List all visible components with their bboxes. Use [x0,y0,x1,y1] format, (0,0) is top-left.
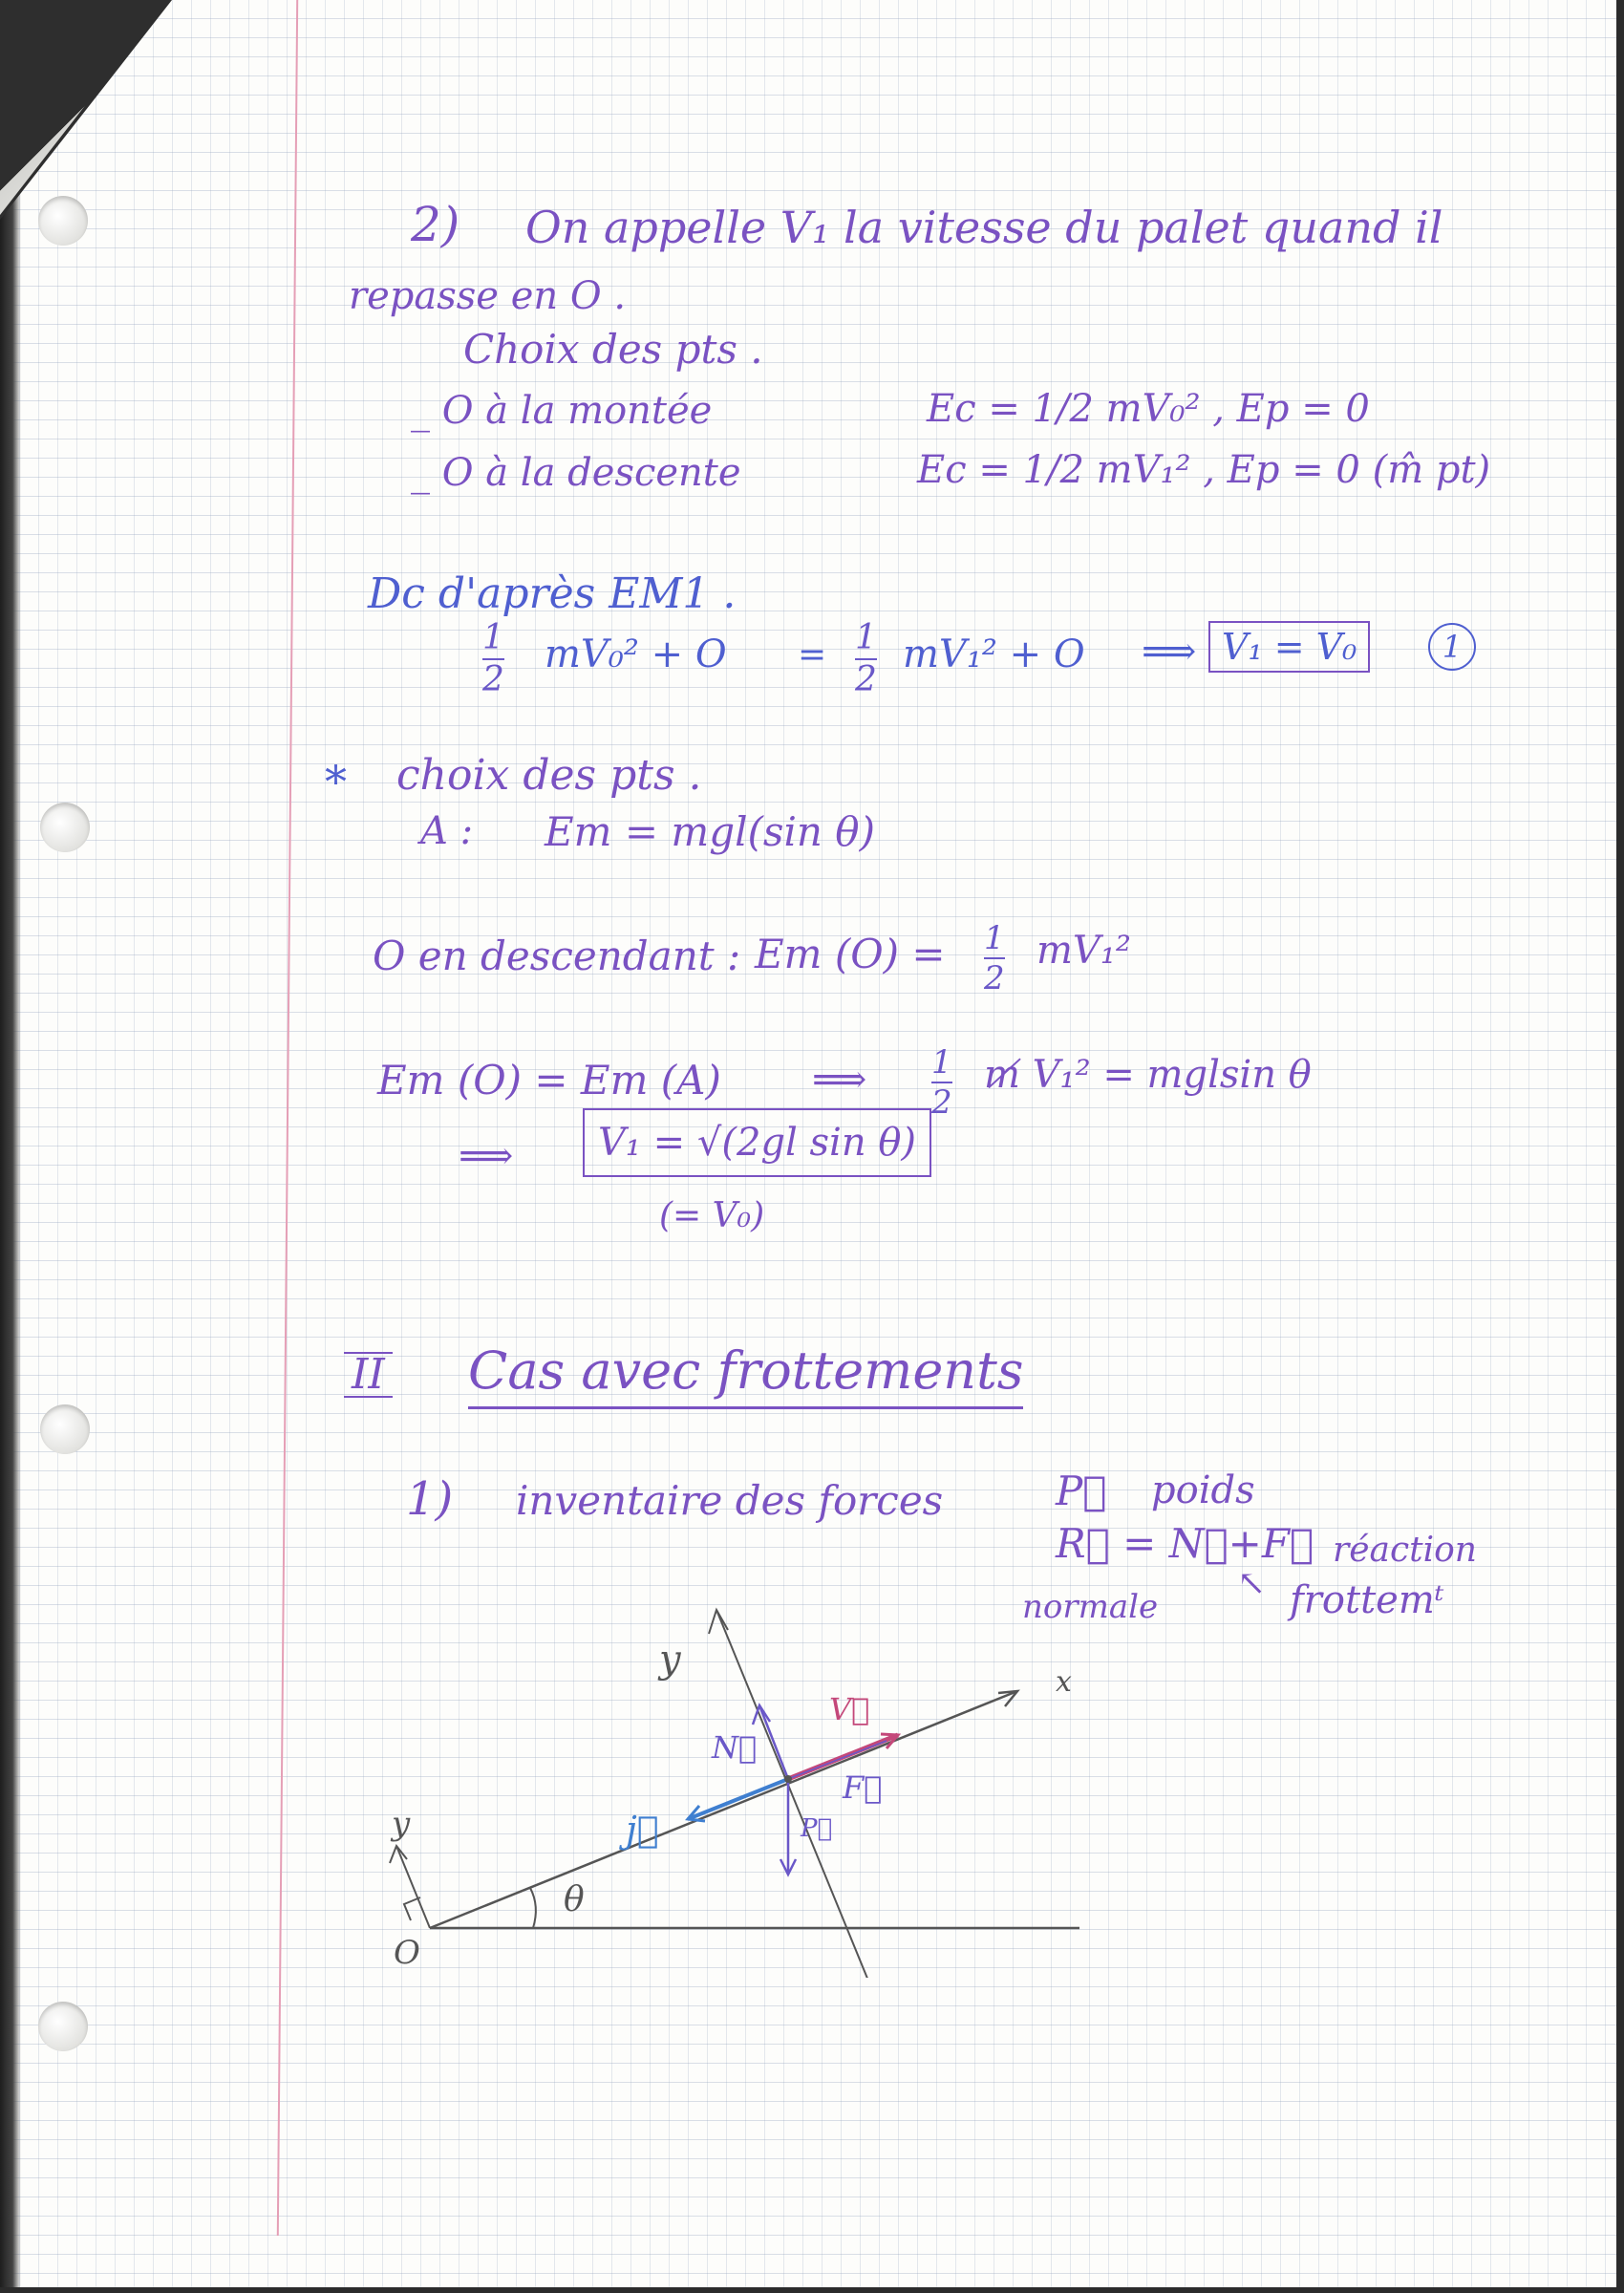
implies-arrow: ⟹ [459,1134,514,1178]
v1-equals-v0-note: (= V₀) [659,1196,765,1235]
em1-right-side: mV₁² + O [903,632,1085,676]
em1-heading: Dc d'après EM1 . [368,569,737,618]
fraction-denominator: 2 [931,1083,952,1122]
fraction-numerator: 1 [482,618,504,657]
scan-edge-left [0,0,21,2293]
em1-left-side: mV₀² + O [545,632,727,676]
circled-number: 1 [1428,623,1476,671]
down-energy-formula: Ec = 1/2 mV₁² , Ep = 0 (m̂ pt) [917,448,1491,492]
friction-force-label: F⃗ [843,1769,883,1806]
question-line-2: repasse en O . [349,274,627,318]
punch-hole [40,803,90,852]
subquestion-number: 1) [406,1472,454,1526]
up-energy-formula: Ec = 1/2 mV₀² , Ep = 0 [927,387,1370,431]
scan-edge-bottom [0,2287,1624,2293]
weight-vector-symbol: P⃗ [1056,1468,1107,1514]
descent-energy: Em (O) = [755,931,946,977]
unit-vector-j [688,1779,788,1819]
margin-line [277,0,298,2236]
fraction-half [984,919,1005,997]
weight-label: P⃗ [801,1814,833,1843]
punch-hole [40,1404,90,1454]
fraction-half [482,618,504,699]
x-axis-label: x [1056,1665,1072,1699]
v1-result-box: V₁ = √(2gl sin θ) [583,1108,931,1177]
arrow-mark: ↖ [1237,1564,1267,1603]
fraction-numerator: 1 [931,1043,952,1082]
implies-arrow: ⟹ [1142,630,1197,674]
em1-result-box: V₁ = V₀ [1208,621,1370,673]
choice-heading: Choix des pts . [463,326,763,373]
implies-arrow: ⟹ [812,1058,867,1102]
puck-point [784,1775,792,1783]
weight-name: poids [1151,1468,1255,1512]
down-position-label: _ O à la descente [411,451,741,495]
x-axis-incline [430,1691,1017,1928]
y-axis-label: y [659,1638,681,1682]
up-position-label: _ O à la montée [411,389,713,433]
friction-label: frottemᵗ [1290,1578,1444,1622]
forces-inventory-label: inventaire des forces [516,1477,944,1524]
reaction-decomposition: R⃗ = N⃗+F⃗ [1056,1520,1314,1567]
punch-hole [38,2002,88,2051]
punch-hole [38,196,88,246]
question-line-1: On appelle V₁ la vitesse du palet quand il [525,202,1443,253]
incline-force-diagram [373,1576,1079,1978]
normal-force-label: N⃗ [712,1729,758,1766]
small-y-arrowhead [390,1846,407,1863]
velocity-label: V⃗ [829,1691,870,1727]
angle-arc [530,1888,536,1928]
fraction-half [855,618,877,699]
normal-label: normale [1022,1588,1159,1626]
em1-equals: = [798,635,827,675]
point-a-energy: Em = mgl(sin θ) [545,808,875,855]
scan-edge-right [1616,0,1624,2293]
fraction-denominator: 2 [984,959,1005,997]
energy-equality: Em (O) = Em (A) [377,1057,721,1104]
fraction-denominator: 2 [855,660,877,699]
unit-vector-label: j⃗ [626,1809,659,1851]
section-number: II [344,1352,393,1398]
origin-label: O [394,1934,420,1972]
star-heading: choix des pts . [396,751,702,800]
small-y-axis [396,1846,430,1928]
point-a-label: A : [420,809,474,853]
angle-label: θ [564,1880,585,1919]
fraction-denominator: 2 [482,660,504,699]
energy-equality-rhs: m̸ V₁² = mglsin θ [984,1053,1312,1097]
descent-label: O en descendant : [373,932,741,979]
reaction-name: réaction [1333,1531,1477,1570]
question-number: 2) [411,197,460,252]
fraction-half [931,1043,952,1122]
section-title: Cas avec frottements [468,1345,1023,1409]
bullet-star: * [325,756,347,807]
fraction-numerator: 1 [855,618,877,657]
fraction-numerator: 1 [984,919,1005,957]
normal-force-vector [759,1705,788,1779]
small-y-label: y [392,1805,411,1843]
descent-energy-rhs: mV₁² [1036,929,1131,973]
